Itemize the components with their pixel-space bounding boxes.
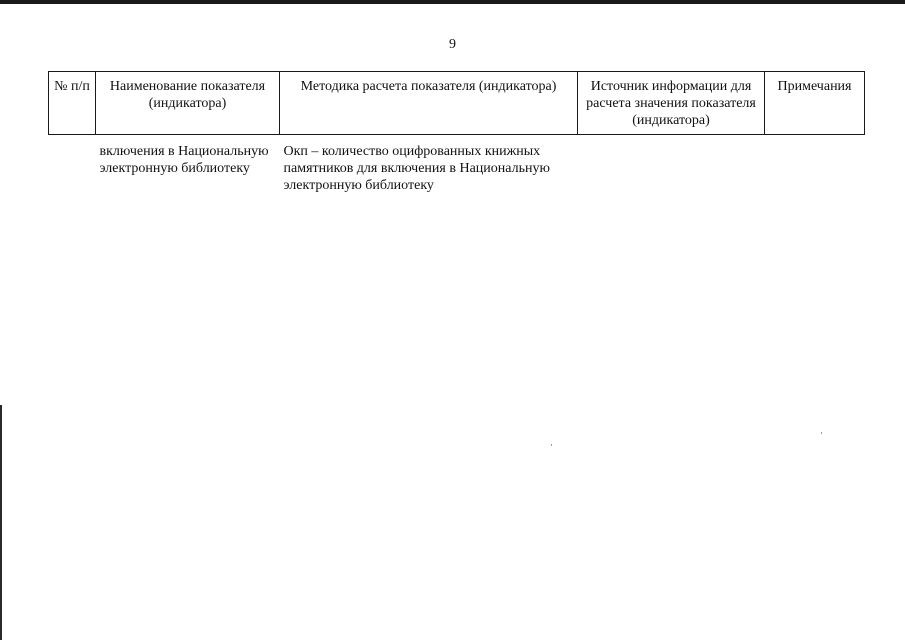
page-number: 9 — [449, 37, 456, 52]
header-calculation-method: Методика расчета показателя (индикатора) — [280, 72, 578, 135]
scan-speck — [551, 444, 552, 446]
header-notes: Примечания — [765, 72, 865, 135]
scan-edge-line — [0, 405, 2, 640]
cell-number — [49, 135, 96, 195]
indicator-table — [48, 71, 865, 194]
cell-calculation-method: Окп – количество оцифрованных книжных памятников для включения в Национальную электронную библиотеку — [283, 144, 550, 193]
cell-notes — [765, 135, 865, 195]
cell-indicator-name: включения в Национальную электронную библиотеку — [99, 144, 269, 176]
cell-information-source — [578, 135, 765, 195]
header-number: № п/п — [49, 72, 96, 135]
top-border-line — [0, 0, 905, 4]
header-information-source: Источник информации для расчета значения показателя (индикатора) — [578, 72, 765, 135]
table-header-row — [49, 72, 865, 135]
scan-speck — [821, 432, 822, 434]
header-indicator-name: Наименование показателя (индикатора) — [96, 72, 280, 135]
table-row — [49, 135, 865, 195]
